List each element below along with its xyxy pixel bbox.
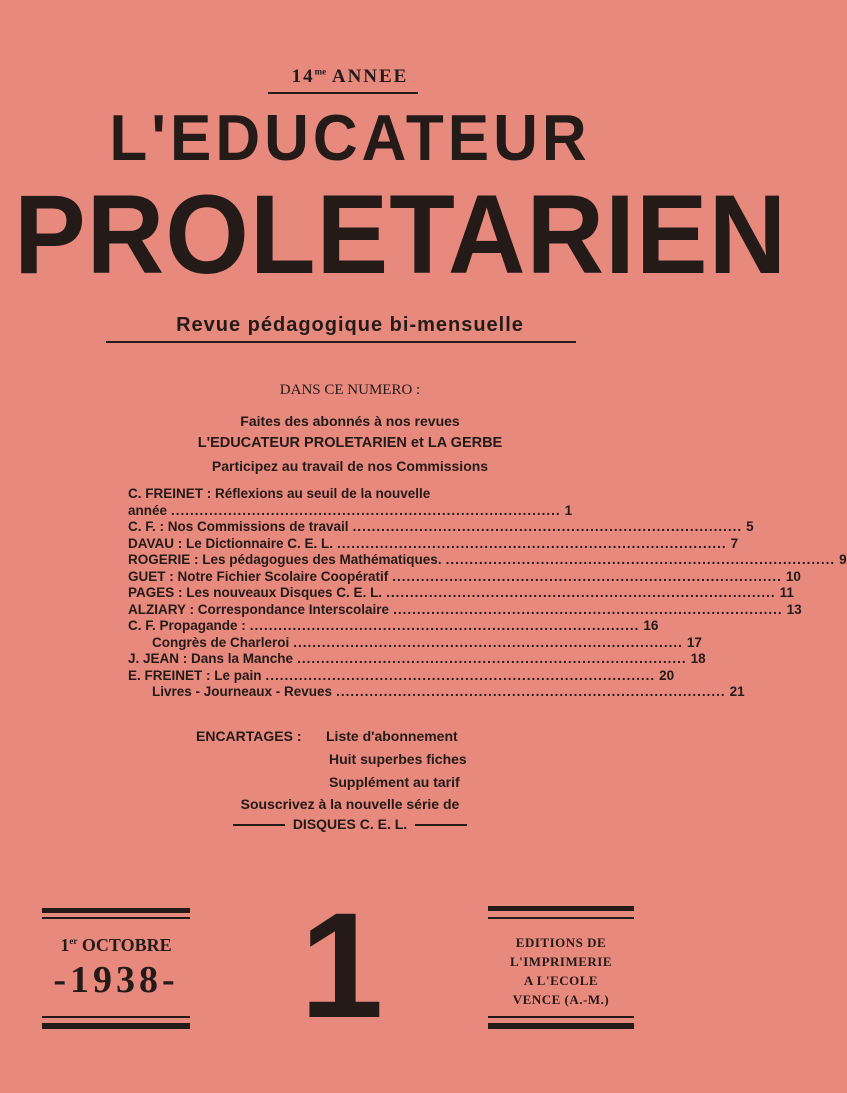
dot-leader: .................................................................................. — [336, 684, 726, 699]
toc-item-page: 7 — [730, 535, 739, 551]
volume-suffix: me — [314, 66, 327, 77]
dot-leader: .................................................................................. — [171, 502, 561, 518]
toc-item — [128, 519, 754, 536]
publisher-line: A L'ECOLE — [523, 973, 599, 988]
toc-item-text: année — [128, 502, 168, 518]
toc-item-page: 13 — [786, 601, 802, 617]
insert-item: Huit superbes fiches — [329, 751, 467, 767]
toc-item-page: 9 — [839, 552, 847, 567]
toc-item — [128, 552, 847, 569]
volume-year — [0, 66, 700, 88]
table-of-contents — [128, 486, 847, 701]
toc-item-text: Livres - Journeaux - Revues — [152, 684, 333, 699]
publisher-rule-bottom-thin — [488, 1016, 634, 1018]
volume-word: ANNEE — [331, 66, 409, 87]
toc-item-page: 21 — [729, 684, 745, 699]
toc-item-text: DAVAU : Le Dictionnaire C. E. L. — [128, 535, 334, 551]
publisher-rule-top-thin — [488, 917, 634, 919]
publisher-block — [488, 933, 634, 1009]
toc-item-page: 18 — [690, 651, 706, 666]
date-rule-bottom-thick — [42, 1023, 190, 1029]
publisher-rule-bottom-thick — [488, 1023, 634, 1029]
toc-item-text: GUET : Notre Fichier Scolaire Coopératif — [128, 568, 389, 584]
toc-item-page: 5 — [746, 519, 754, 534]
dot-leader: .................................................................................. — [393, 601, 783, 617]
date-rule-top-thin — [42, 917, 190, 919]
issue-number: 1 — [300, 881, 384, 1049]
dot-leader: .................................................................................. — [297, 651, 687, 666]
inserts-list — [196, 728, 496, 797]
insert-item: Supplément au tarif — [329, 774, 460, 790]
promo-line-1: Faites des abonnés à nos revues — [240, 413, 460, 429]
dot-leader: .................................................................................. — [265, 667, 656, 683]
subtitle-underline — [106, 341, 576, 343]
toc-item-page: 10 — [785, 568, 801, 584]
toc-item-text: ROGERIE : Les pédagogues des Mathématiques. — [128, 552, 442, 567]
toc-item — [128, 568, 801, 586]
toc-item — [128, 684, 745, 701]
date-day: 1 — [60, 935, 70, 955]
date-rule-bottom-thin — [42, 1016, 190, 1018]
disques-line — [0, 816, 700, 832]
toc-item-text: E. FREINET : Le pain — [128, 667, 262, 683]
publisher-line: L'IMPRIMERIE — [509, 954, 613, 969]
dot-leader: .................................................................................. — [249, 618, 640, 633]
insert-item — [196, 728, 496, 751]
toc-item-page: 20 — [659, 667, 675, 683]
inserts-label: ENCARTAGES : — [196, 728, 302, 744]
toc-item — [128, 601, 802, 619]
toc-item-page: 1 — [564, 502, 573, 518]
publisher-line: VENCE (A.-M.) — [512, 992, 610, 1007]
dot-leader: .................................................................................. — [386, 585, 776, 600]
publisher-rule-top-thick — [488, 906, 634, 911]
toc-item-page: 17 — [686, 634, 702, 650]
toc-item — [128, 486, 554, 503]
toc-item-page: 16 — [643, 618, 659, 633]
disques-text: DISQUES C. E. L. — [292, 816, 408, 832]
toc-item — [128, 667, 675, 685]
right-dash — [415, 824, 467, 826]
toc-item — [128, 634, 702, 652]
left-dash — [233, 824, 285, 826]
issue-date — [42, 935, 190, 956]
dot-leader: .................................................................................. — [392, 568, 782, 584]
promo-line-2: L'EDUCATEUR PROLETARIEN et LA GERBE — [197, 435, 503, 451]
toc-item-text: Congrès de Charleroi — [152, 634, 290, 650]
toc-item-page: 11 — [779, 585, 794, 600]
contents-heading: DANS CE NUMERO : — [279, 382, 421, 398]
promo-line-3: Participez au travail de nos Commissions — [211, 458, 489, 474]
subtitle: Revue pédagogique bi-mensuelle — [176, 314, 524, 336]
toc-item — [128, 651, 706, 668]
toc-item-text: C. F. : Nos Commissions de travail — [128, 519, 349, 534]
date-day-suffix: er — [69, 936, 78, 946]
toc-item-text: ALZIARY : Correspondance Interscolaire — [128, 601, 390, 617]
toc-item — [128, 535, 739, 553]
toc-item — [128, 502, 573, 520]
toc-item-text: C. FREINET : Réflexions au seuil de la nouvelle — [128, 486, 431, 501]
dot-leader: .................................................................................. — [445, 552, 836, 567]
toc-item — [128, 585, 794, 602]
toc-item-text: PAGES : Les nouveaux Disques C. E. L. — [128, 585, 383, 600]
date-rule-top-thick — [42, 908, 190, 913]
toc-item — [128, 618, 659, 635]
volume-underline — [268, 92, 418, 94]
title-line-1: L'EDUCATEUR — [109, 102, 591, 175]
toc-item-text: J. JEAN : Dans la Manche — [128, 651, 294, 666]
dot-leader: .................................................................................. — [352, 519, 743, 534]
dot-leader: .................................................................................. — [337, 535, 727, 551]
toc-item-text: C. F. Propagande : — [128, 618, 246, 633]
subscribe-line: Souscrivez à la nouvelle série de — [240, 796, 460, 812]
insert-item-text: Liste d'abonnement — [326, 728, 458, 744]
issue-year: -1938- — [53, 959, 179, 1001]
volume-number: 14 — [291, 66, 315, 87]
date-month: OCTOBRE — [81, 935, 172, 955]
title-line-2: PROLETARIEN — [14, 172, 788, 297]
publisher-line: EDITIONS DE — [515, 935, 607, 950]
dot-leader: .................................................................................. — [293, 634, 683, 650]
